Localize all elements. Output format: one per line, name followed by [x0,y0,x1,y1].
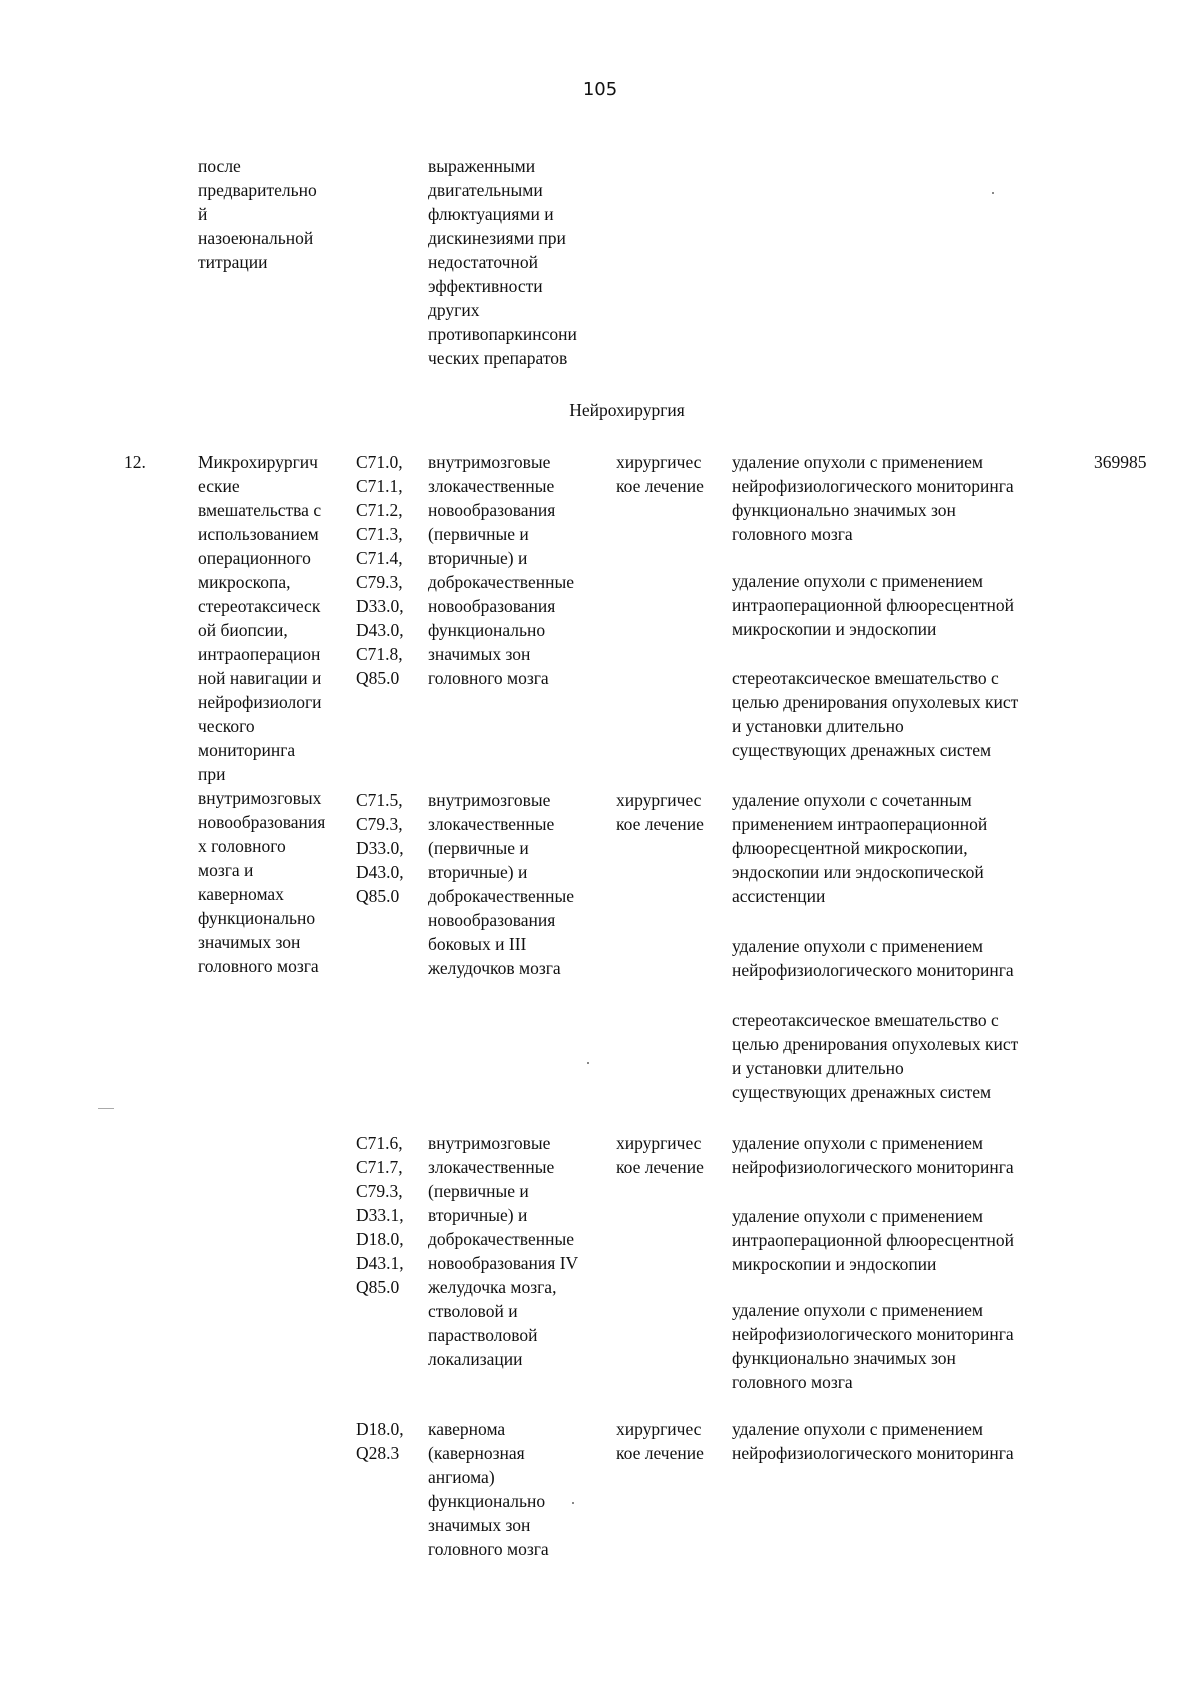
row-3-model: внутримозговые злокачественные (первичные и вторичные) и доброкачественные новообразования IV желудочка мозга, стволовой и парастволовой локализации [428,1133,579,1369]
row-3-method-2: удаление опухоли с применением интраоперационной флюоресцентной микроскопии и эндоскопии [732,1206,1015,1274]
row-1-model: внутримозговые злокачественные новообразования (первичные и вторичные) и доброкачественные новообразования функционально значимых зон головного мозга [428,452,574,688]
row-2-method-1: удаление опухоли с сочетанным применением интраоперационной флюоресцентной микроскопии, эндоскопии или эндоскопической ассистенции [732,790,988,906]
entry-number: 12. [124,452,146,472]
page-number: 105 [582,79,618,100]
row-4-treatment: хирургичес кое лечение [616,1419,704,1463]
row-2-codes: C71.5, C79.3, D33.0, D43.0, Q85.0 [356,790,404,906]
row-1-method-3: стереотаксическое вмешательство с целью дренирования опухолевых кист и установки длительно существующих дренажных систем [732,668,1019,760]
row-2-method-2: удаление опухоли с применением нейрофизиологического мониторинга [732,936,1014,980]
entry-method-name: Микрохирургич еские вмешательства с использованием операционного микроскопа, стереотаксическ ой биопсии, интраоперацион ной навигации и нейрофизиологи ческого мониторинга при внутримозговых новообразования х головного мозга и каверномах функционально значимых зон головного мозга [198,452,326,976]
row-1-codes: C71.0, C71.1, C71.2, C71.3, C71.4, C79.3, D33.0, D43.0, C71.8, Q85.0 [356,452,404,688]
row-4-model: кавернома (кавернозная ангиома) функционально значимых зон головного мозга [428,1419,549,1559]
row-2-method-3: стереотаксическое вмешательство с целью дренирования опухолевых кист и установки длительно существующих дренажных систем [732,1010,1019,1102]
row-4-codes: D18.0, Q28.3 [356,1419,404,1463]
scan-speck [98,1108,114,1109]
scan-speck [992,192,994,194]
scan-speck [572,1502,574,1504]
row-3-treatment: хирургичес кое лечение [616,1133,704,1177]
continuation-disease-text: выраженными двигательными флюктуациями и дискинезиями при недостаточной эффективности других противопаркинсони ческих препаратов [428,156,577,368]
scan-speck [587,1062,589,1064]
continuation-method-text: после предварительно й назоеюнальной титрации [198,156,317,272]
row-1-method-2: удаление опухоли с применением интраоперационной флюоресцентной микроскопии и эндоскопии [732,571,1015,639]
row-3-method-3: удаление опухоли с применением нейрофизиологического мониторинга функционально значимых зон головного мозга [732,1300,1014,1392]
section-title: Нейрохирургия [569,400,685,420]
entry-cost: 369985 [1094,452,1147,472]
row-2-model: внутримозговые злокачественные (первичные и вторичные) и доброкачественные новообразования боковых и III желудочков мозга [428,790,574,978]
row-1-method-1: удаление опухоли с применением нейрофизиологического мониторинга функционально значимых зон головного мозга [732,452,1014,544]
row-4-method-1: удаление опухоли с применением нейрофизиологического мониторинга [732,1419,1014,1463]
row-3-method-1: удаление опухоли с применением нейрофизиологического мониторинга [732,1133,1014,1177]
row-3-codes: C71.6, C71.7, C79.3, D33.1, D18.0, D43.1, Q85.0 [356,1133,404,1297]
row-1-treatment: хирургичес кое лечение [616,452,704,496]
row-2-treatment: хирургичес кое лечение [616,790,704,834]
